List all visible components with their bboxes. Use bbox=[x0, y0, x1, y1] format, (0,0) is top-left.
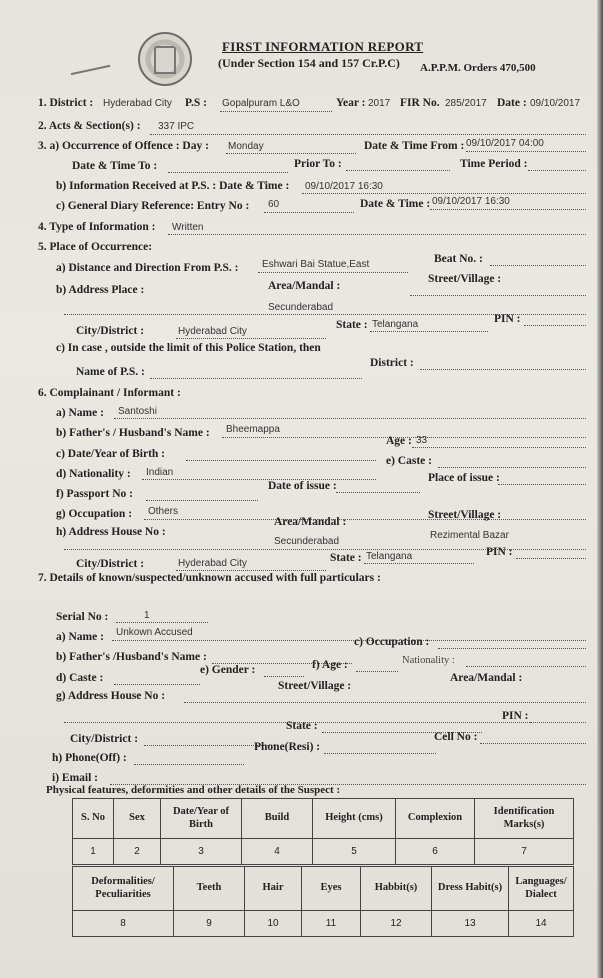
accused-nationality-label: Nationality : bbox=[402, 655, 455, 666]
info-received-label: b) Information Received at P.S. : Date & Time : bbox=[56, 180, 290, 192]
document-title: FIRST INFORMATION REPORT bbox=[222, 39, 424, 54]
complainant-street-label: Street/Village : bbox=[428, 509, 502, 521]
complainant-father-label: b) Father's / Husband's Name : bbox=[56, 427, 210, 439]
accused-pin-label: PIN : bbox=[502, 710, 529, 722]
district-label: 1. District : bbox=[38, 97, 94, 109]
district-value: Hyderabad City bbox=[103, 98, 172, 109]
complainant-age-value: 33 bbox=[416, 435, 428, 446]
cell-num-1: 1 bbox=[73, 839, 114, 865]
physical-features-table-2 bbox=[72, 866, 574, 937]
fir-date-value: 09/10/2017 bbox=[530, 98, 581, 109]
header-languages: Languages/ Dialect bbox=[509, 867, 574, 911]
header-height: Height (cms) bbox=[313, 799, 396, 839]
gd-date-time-value: 09/10/2017 16:30 bbox=[432, 196, 510, 207]
place-street-label: Street/Village : bbox=[428, 273, 502, 285]
physical-features-title: Physical features, deformities and other details of the Suspect : bbox=[46, 784, 341, 796]
header-dress-habits: Dress Habit(s) bbox=[432, 867, 509, 911]
complainant-pin-label: PIN : bbox=[486, 546, 513, 558]
complainant-dob-label: c) Date/Year of Birth : bbox=[56, 448, 166, 460]
place-pin-label: PIN : bbox=[494, 313, 521, 325]
cell-num-14: 14 bbox=[509, 911, 574, 937]
cell-num-8: 8 bbox=[73, 911, 174, 937]
cell-num-5: 5 bbox=[313, 839, 396, 865]
beat-no-label: Beat No. : bbox=[434, 253, 483, 265]
complainant-caste-label: e) Caste : bbox=[386, 455, 432, 467]
outside-district-label: District : bbox=[370, 357, 414, 369]
cell-num-6: 6 bbox=[396, 839, 475, 865]
ps-label: P.S : bbox=[185, 97, 207, 109]
accused-details-label: 7. Details of known/suspected/unknown accused with full particulars : bbox=[38, 572, 381, 584]
accused-city-label: City/District : bbox=[70, 733, 139, 745]
place-occurrence-label: 5. Place of Occurrence: bbox=[38, 241, 153, 253]
accused-address-label: g) Address House No : bbox=[56, 690, 166, 702]
passport-no-label: f) Passport No : bbox=[56, 488, 133, 500]
header-identification-marks: Identification Marks(s) bbox=[475, 799, 574, 839]
gd-entry-value: 60 bbox=[268, 199, 280, 210]
handwritten-mark bbox=[70, 59, 111, 75]
complainant-address-label: h) Address House No : bbox=[56, 526, 166, 538]
serial-no-label: Serial No : bbox=[56, 611, 109, 623]
physical-features-table-1 bbox=[72, 798, 574, 865]
header-sno: S. No bbox=[73, 799, 114, 839]
place-area-value: Secunderabad bbox=[268, 302, 334, 313]
year-value: 2017 bbox=[368, 98, 391, 109]
cell-num-9: 9 bbox=[174, 911, 245, 937]
passport-issue-place-label: Place of issue : bbox=[428, 472, 500, 484]
header-sex: Sex bbox=[114, 799, 161, 839]
accused-street-label: Street/Village : bbox=[278, 680, 352, 692]
distance-direction-label: a) Distance and Direction From P.S. : bbox=[56, 262, 239, 274]
header-eyes: Eyes bbox=[302, 867, 361, 911]
year-label: Year : bbox=[336, 97, 366, 109]
place-city-label: City/District : bbox=[76, 325, 145, 337]
acts-value: 337 IPC bbox=[158, 121, 195, 132]
complainant-nationality-label: d) Nationality : bbox=[56, 468, 131, 480]
accused-phone-off-label: h) Phone(Off) : bbox=[52, 752, 127, 764]
header-hair: Hair bbox=[245, 867, 302, 911]
complainant-area-label: Area/Mandal : bbox=[274, 516, 347, 528]
accused-name-value: Unkown Accused bbox=[116, 627, 193, 638]
place-state-label: State : bbox=[336, 319, 368, 331]
accused-father-label: b) Father's /Husband's Name : bbox=[56, 651, 207, 663]
complainant-father-value: Bheemappa bbox=[226, 424, 280, 435]
header-build: Build bbox=[242, 799, 313, 839]
cell-num-2: 2 bbox=[114, 839, 161, 865]
page-edge-shadow bbox=[597, 0, 603, 978]
complainant-street-value: Rezimental Bazar bbox=[430, 530, 509, 541]
fir-date-label: Date : bbox=[497, 97, 527, 109]
place-state-value: Telangana bbox=[372, 319, 419, 330]
info-type-label: 4. Type of Information : bbox=[38, 221, 156, 233]
accused-occupation-label: c) Occupation : bbox=[354, 636, 430, 648]
serial-no-value: 1 bbox=[144, 610, 150, 621]
complainant-city-label: City/District : bbox=[76, 558, 145, 570]
complainant-city-value: Hyderabad City bbox=[178, 558, 247, 569]
fir-no-label: FIR No. bbox=[400, 97, 440, 109]
date-time-from-label: Date & Time From : bbox=[364, 140, 465, 152]
header-complexion: Complexion bbox=[396, 799, 475, 839]
complainant-state-label: State : bbox=[330, 552, 362, 564]
occurrence-day-value: Monday bbox=[228, 141, 264, 152]
accused-name-label: a) Name : bbox=[56, 631, 104, 643]
complainant-occupation-value: Others bbox=[148, 506, 179, 517]
complainant-label: 6. Complainant / Informant : bbox=[38, 387, 181, 399]
distance-direction-value: Eshwari Bai Statue,East bbox=[262, 259, 370, 270]
date-time-from-value: 09/10/2017 04:00 bbox=[466, 138, 544, 149]
header-habbits: Habbit(s) bbox=[361, 867, 432, 911]
cell-num-12: 12 bbox=[361, 911, 432, 937]
accused-age-label: f) Age : bbox=[312, 659, 348, 671]
document-subtitle: (Under Section 154 and 157 Cr.P.C) bbox=[218, 56, 400, 70]
place-area-label: Area/Mandal : bbox=[268, 280, 341, 292]
complainant-age-label: Age : bbox=[386, 435, 412, 447]
fir-no-value: 285/2017 bbox=[445, 98, 487, 109]
accused-email-label: i) Email : bbox=[52, 772, 98, 784]
gd-entry-label: c) General Diary Reference: Entry No : bbox=[56, 200, 250, 212]
outside-limit-label: c) In case , outside the limit of this Police Station, then bbox=[56, 342, 321, 354]
orders-reference: A.P.P.M. Orders 470,500 bbox=[420, 62, 536, 74]
accused-caste-label: d) Caste : bbox=[56, 672, 104, 684]
acts-label: 2. Acts & Section(s) : bbox=[38, 120, 141, 132]
prior-to-label: Prior To : bbox=[294, 158, 342, 170]
info-received-value: 09/10/2017 16:30 bbox=[305, 181, 383, 192]
accused-cell-label: Cell No : bbox=[434, 731, 478, 743]
accused-phone-res-label: Phone(Resi) : bbox=[254, 741, 321, 753]
header-teeth: Teeth bbox=[174, 867, 245, 911]
cell-num-10: 10 bbox=[245, 911, 302, 937]
info-type-value: Written bbox=[172, 222, 204, 233]
date-time-to-label: Date & Time To : bbox=[72, 160, 158, 172]
complainant-occupation-label: g) Occupation : bbox=[56, 508, 133, 520]
accused-area-label: Area/Mandal : bbox=[450, 672, 523, 684]
place-city-value: Hyderabad City bbox=[178, 326, 247, 337]
complainant-area-value: Secunderabad bbox=[274, 536, 340, 547]
accused-gender-label: e) Gender : bbox=[200, 664, 256, 676]
gd-date-time-label: Date & Time : bbox=[360, 198, 431, 210]
complainant-name-label: a) Name : bbox=[56, 407, 104, 419]
state-emblem-seal bbox=[138, 32, 192, 86]
address-place-label: b) Address Place : bbox=[56, 284, 145, 296]
passport-issue-date-label: Date of issue : bbox=[268, 480, 337, 492]
header-deformalities: Deformalities/ Peculiarities bbox=[73, 867, 174, 911]
header-dob: Date/Year of Birth bbox=[161, 799, 242, 839]
accused-state-label: State : bbox=[286, 720, 318, 732]
ps-name-label: Name of P.S. : bbox=[76, 366, 145, 378]
cell-num-11: 11 bbox=[302, 911, 361, 937]
complainant-name-value: Santoshi bbox=[118, 406, 157, 417]
cell-num-4: 4 bbox=[242, 839, 313, 865]
ps-value: Gopalpuram L&O bbox=[222, 98, 300, 109]
cell-num-13: 13 bbox=[432, 911, 509, 937]
time-period-label: Time Period : bbox=[460, 158, 528, 170]
cell-num-3: 3 bbox=[161, 839, 242, 865]
complainant-state-value: Telangana bbox=[366, 551, 413, 562]
occurrence-day-label: 3. a) Occurrence of Offence : Day : bbox=[38, 140, 209, 152]
cell-num-7: 7 bbox=[475, 839, 574, 865]
complainant-nationality-value: Indian bbox=[146, 467, 174, 478]
